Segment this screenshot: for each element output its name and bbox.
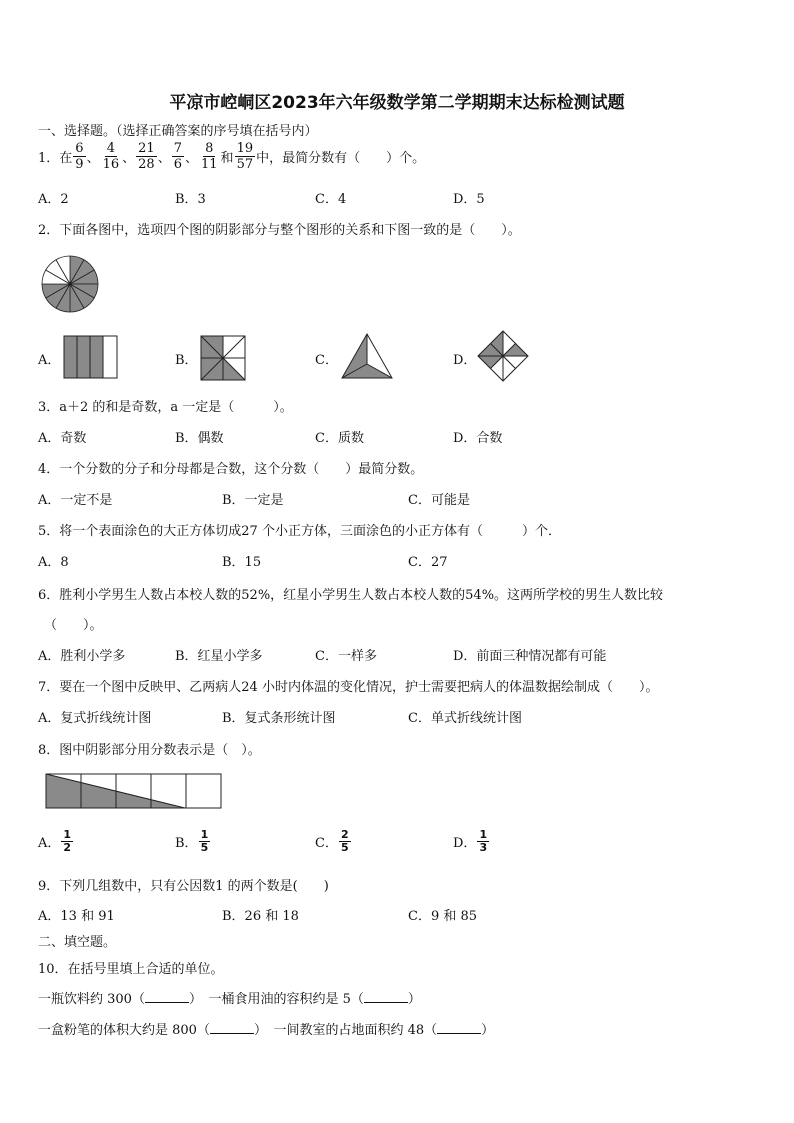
answer-blank[interactable] xyxy=(437,1021,481,1034)
question-9: 9．下列几组数中，只有公因数1 的两个数是( ) xyxy=(38,879,329,894)
q4-option-c[interactable]: C．可能是 xyxy=(408,493,470,508)
q2-option-d-label[interactable]: D． xyxy=(453,353,477,368)
question-8: 8．图中阴影部分用分数表示是（ ）。 xyxy=(38,743,261,758)
q4-option-b[interactable]: B．一定是 xyxy=(222,493,284,508)
fraction: $\frac{7}{6}$ xyxy=(173,141,182,172)
q7-option-b[interactable]: B．复式条形统计图 xyxy=(222,711,336,726)
q2-option-b-figure[interactable] xyxy=(200,335,246,381)
q7-option-c[interactable]: C．单式折线统计图 xyxy=(408,711,522,726)
question-6-blank: （ ）。 xyxy=(44,618,103,633)
q9-option-c[interactable]: C．9 和 85 xyxy=(408,909,478,924)
page-title: 平凉市崆峒区2023年六年级数学第二学期期末达标检测试题 xyxy=(169,93,625,113)
section-choice-heading: 一、选择题。（选择正确答案的序号填在括号内） xyxy=(38,124,318,139)
question-3: 3．a＋2 的和是奇数，a 一定是（ ）。 xyxy=(38,400,293,415)
q2-option-d-figure[interactable] xyxy=(477,330,529,382)
q9-option-b[interactable]: B．26 和 18 xyxy=(222,909,299,924)
q6-option-d[interactable]: D．前面三种情况都有可能 xyxy=(453,649,607,664)
q2-reference-circle-figure xyxy=(40,254,100,314)
q3-option-c[interactable]: C．质数 xyxy=(315,431,364,446)
question-6: 6．胜利小学男生人数占本校人数的52%，红星小学男生人数占本校人数的54%。这两所学校的男生人数比较 xyxy=(38,588,664,603)
question-1: 1．在 $\frac{6}{9}$ 、 $\frac{4}{16}$ 、 $\frac{21}{28}$ 、 $\frac{7}{6}$ 、 $\frac{8}{11}$ 和 $\frac{19}{57}$ 中，最简分数有（ ）个。 xyxy=(38,141,426,172)
fraction: $\frac{8}{11}$ xyxy=(201,141,218,172)
q8-option-d[interactable]: D． $\frac{1}{3}$ xyxy=(453,828,488,854)
q10-row-2: 一盒粉笔的体积大约是 800（ ） 一间教室的占地面积约 48（ ） xyxy=(38,1023,495,1038)
q5-option-c[interactable]: C．27 xyxy=(408,555,448,570)
q8-option-c[interactable]: C． $\frac{2}{5}$ xyxy=(315,828,349,854)
fraction: $\frac{6}{9}$ xyxy=(75,141,84,172)
answer-blank[interactable] xyxy=(364,990,408,1003)
q6-option-a[interactable]: A．胜利小学多 xyxy=(38,649,126,664)
q2-option-a-figure[interactable] xyxy=(63,335,119,379)
q3-option-b[interactable]: B．偶数 xyxy=(175,431,224,446)
q4-option-a[interactable]: A．一定不是 xyxy=(38,493,113,508)
q9-option-a[interactable]: A．13 和 91 xyxy=(38,909,115,924)
answer-blank[interactable] xyxy=(210,1021,254,1034)
question-2: 2．下面各图中，选项四个图的阴影部分与整个图形的关系和下图一致的是（ ）。 xyxy=(38,223,521,238)
q5-option-b[interactable]: B．15 xyxy=(222,555,262,570)
q3-option-d[interactable]: D．合数 xyxy=(453,431,503,446)
fraction: $\frac{21}{28}$ xyxy=(138,141,155,172)
question-5: 5．将一个表面涂色的大正方体切成27 个小正方体，三面涂色的小正方体有（ ）个． xyxy=(38,524,561,539)
section-fill-heading: 二、填空题。 xyxy=(38,935,117,950)
answer-blank[interactable] xyxy=(145,990,189,1003)
q1-suffix: 中，最简分数有（ ）个。 xyxy=(256,151,426,166)
q1-option-b[interactable]: B．3 xyxy=(175,192,206,207)
q2-option-b-label[interactable]: B． xyxy=(175,353,198,368)
q3-option-a[interactable]: A．奇数 xyxy=(38,431,87,446)
q1-option-c[interactable]: C．4 xyxy=(315,192,347,207)
fraction: $\frac{19}{57}$ xyxy=(236,141,254,172)
question-7: 7．要在一个图中反映甲、乙两病人24 小时内体温的变化情况，护士需要把病人的体温数据绘制成（ ）。 xyxy=(38,680,659,695)
q2-option-c-label[interactable]: C． xyxy=(315,353,338,368)
question-4: 4．一个分数的分子和分母都是合数，这个分数（ ）最简分数。 xyxy=(38,462,424,477)
fraction: $\frac{4}{16}$ xyxy=(102,141,120,172)
q1-prefix: 1．在 xyxy=(38,151,73,166)
q2-option-c-figure[interactable] xyxy=(340,332,394,380)
q2-option-a-label[interactable]: A． xyxy=(38,353,61,368)
q1-option-d[interactable]: D．5 xyxy=(453,192,485,207)
q8-option-b[interactable]: B． $\frac{1}{5}$ xyxy=(175,828,209,854)
q6-option-c[interactable]: C．一样多 xyxy=(315,649,377,664)
q5-option-a[interactable]: A．8 xyxy=(38,555,69,570)
q1-option-a[interactable]: A．2 xyxy=(38,192,69,207)
q8-option-a[interactable]: A． $\frac{1}{2}$ xyxy=(38,828,72,854)
q8-strip-figure xyxy=(45,773,223,811)
q7-option-a[interactable]: A．复式折线统计图 xyxy=(38,711,152,726)
q6-option-b[interactable]: B．红星小学多 xyxy=(175,649,263,664)
q10-row-1: 一瓶饮料约 300（ ） 一桶食用油的容积约是 5（ ） xyxy=(38,992,421,1007)
question-10: 10．在括号里填上合适的单位。 xyxy=(38,962,224,977)
